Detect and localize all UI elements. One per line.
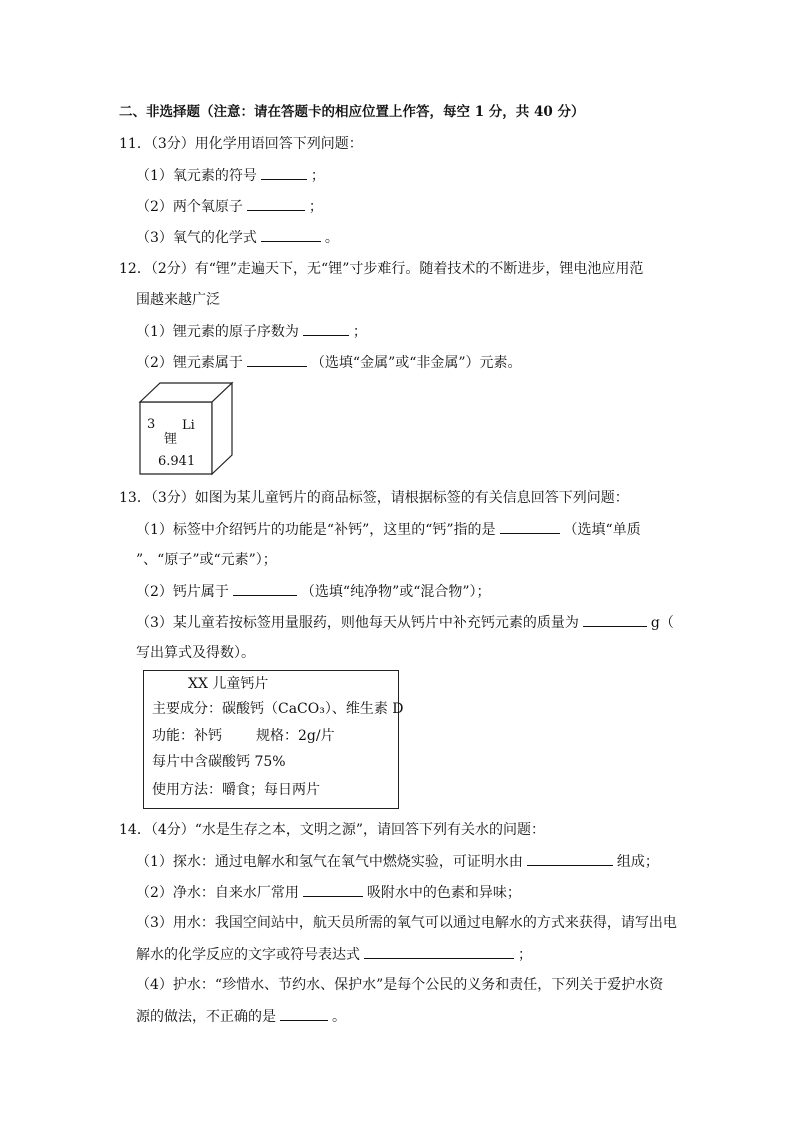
q14-part3-end: ；: [518, 947, 532, 963]
label-title: XX 儿童钙片: [188, 676, 269, 692]
answer-blank[interactable]: [280, 1006, 328, 1021]
q14-part1: [136, 851, 659, 872]
answer-blank[interactable]: [247, 352, 307, 367]
q12-stem-line1: 12．（2分）有“锂”走遍天下，无“锂”寸步难行。随着技术的不断进步，锂电池应用范: [119, 261, 644, 277]
q13-part1-cont: ”、“原子”或“元素”）；: [136, 552, 277, 568]
q14-part1-text: （1）探水：通过电解水和氢气在氧气中燃烧实验，可证明水由: [136, 854, 523, 870]
q13-part1-text: （1）标签中介绍钙片的功能是“补钙”，这里的“钙”指的是: [136, 522, 496, 538]
q12-part2-end: （选填“金属”或“非金属”）元素。: [310, 355, 522, 371]
label-ingredients: 主要成分：碳酸钙（CaCO₃）、维生素 D: [152, 701, 404, 717]
q11-part3-text: （3）氧气的化学式: [136, 230, 257, 246]
answer-blank[interactable]: [303, 321, 349, 336]
q12-part1-end: ；: [352, 324, 367, 340]
q14-part1-end: 组成；: [616, 854, 659, 870]
q13-part3: [136, 612, 674, 633]
q14-part2-end: 吸附水中的色素和异味；: [366, 885, 521, 901]
answer-blank[interactable]: [261, 165, 307, 180]
q11-part1: [136, 165, 325, 186]
q12-part2: [136, 352, 522, 373]
q14-part4-end: 。: [332, 1009, 346, 1025]
q14-part4-cont-text: 源的做法，不正确的是: [136, 1009, 276, 1025]
q14-part4-cont: [136, 1006, 346, 1027]
label-usage: 使用方法：嚼食；每日两片: [152, 782, 320, 798]
q13-part3-text: （3）某儿童若按标签用量服药，则他每天从钙片中补充钙元素的质量为: [136, 615, 579, 631]
q11-part3: [136, 227, 339, 248]
answer-blank[interactable]: [527, 851, 613, 866]
q14-part3-cont: [136, 944, 532, 965]
atomic-number: 3: [147, 417, 156, 432]
q14-part3: （3）用水：我国空间站中，航天员所需的氧气可以通过电解水的方式来获得，请写出电: [136, 915, 677, 931]
q12-part1-text: （1）锂元素的原子序数为: [136, 324, 299, 340]
q11-part2: [136, 196, 323, 217]
q11-part1-end: ；: [310, 168, 325, 184]
q14-part2-text: （2）净水：自来水厂常用: [136, 885, 299, 901]
q13-part3-cont: 写出算式及得数）。: [136, 645, 255, 661]
q13-stem: 13．（3分）如图为某儿童钙片的商品标签，请根据标签的有关信息回答下列问题：: [119, 490, 629, 506]
q13-part3-end: g（: [650, 615, 674, 631]
element-name: 锂: [164, 432, 178, 447]
atomic-mass: 6.941: [158, 454, 196, 469]
answer-blank[interactable]: [364, 944, 514, 959]
q12-part2-text: （2）锂元素属于: [136, 355, 243, 371]
q11-part1-text: （1）氧元素的符号: [136, 168, 257, 184]
q13-part2-end: （选填“纯净物”或“混合物”）；: [300, 584, 491, 600]
q12-part1: [136, 321, 367, 342]
answer-blank[interactable]: [261, 227, 321, 242]
q13-part2-text: （2）钙片属于: [136, 584, 229, 600]
answer-blank[interactable]: [583, 612, 647, 627]
q14-part2: [136, 882, 521, 903]
section-heading: 二、非选择题（注意：请在答题卡的相应位置上作答，每空 1 分，共 40 分）: [119, 104, 585, 120]
label-content: 每片中含碳酸钙 75%: [152, 754, 286, 770]
label-spec: 规格：2g/片: [256, 728, 335, 744]
element-cube: [136, 380, 236, 476]
label-function: 功能：补钙: [152, 728, 222, 744]
q11-part2-text: （2）两个氧原子: [136, 199, 243, 215]
element-symbol: Li: [182, 418, 195, 433]
answer-blank[interactable]: [303, 882, 363, 897]
answer-blank[interactable]: [247, 196, 305, 211]
q14-stem: 14．（4分）“水是生存之本，文明之源”，请回答下列有关水的问题：: [119, 822, 546, 838]
answer-blank[interactable]: [233, 581, 297, 596]
q11-stem: 11．（3分）用化学用语回答下列问题：: [119, 136, 363, 152]
answer-blank[interactable]: [500, 519, 560, 534]
q13-part2: [136, 581, 491, 602]
q14-part4: （4）护水：“珍惜水、节约水、保护水”是每个公民的义务和责任，下列关于爱护水资: [136, 977, 664, 993]
q14-part3-cont-text: 解水的化学反应的文字或符号表达式: [136, 947, 360, 963]
q12-stem-line2: 围越来越广泛: [136, 292, 220, 308]
q13-part1: [136, 519, 641, 540]
q13-part1-end: （选填“单质: [563, 522, 641, 538]
q11-part3-end: 。: [324, 230, 339, 246]
q11-part2-end: ；: [308, 199, 323, 215]
product-label: [143, 670, 404, 809]
